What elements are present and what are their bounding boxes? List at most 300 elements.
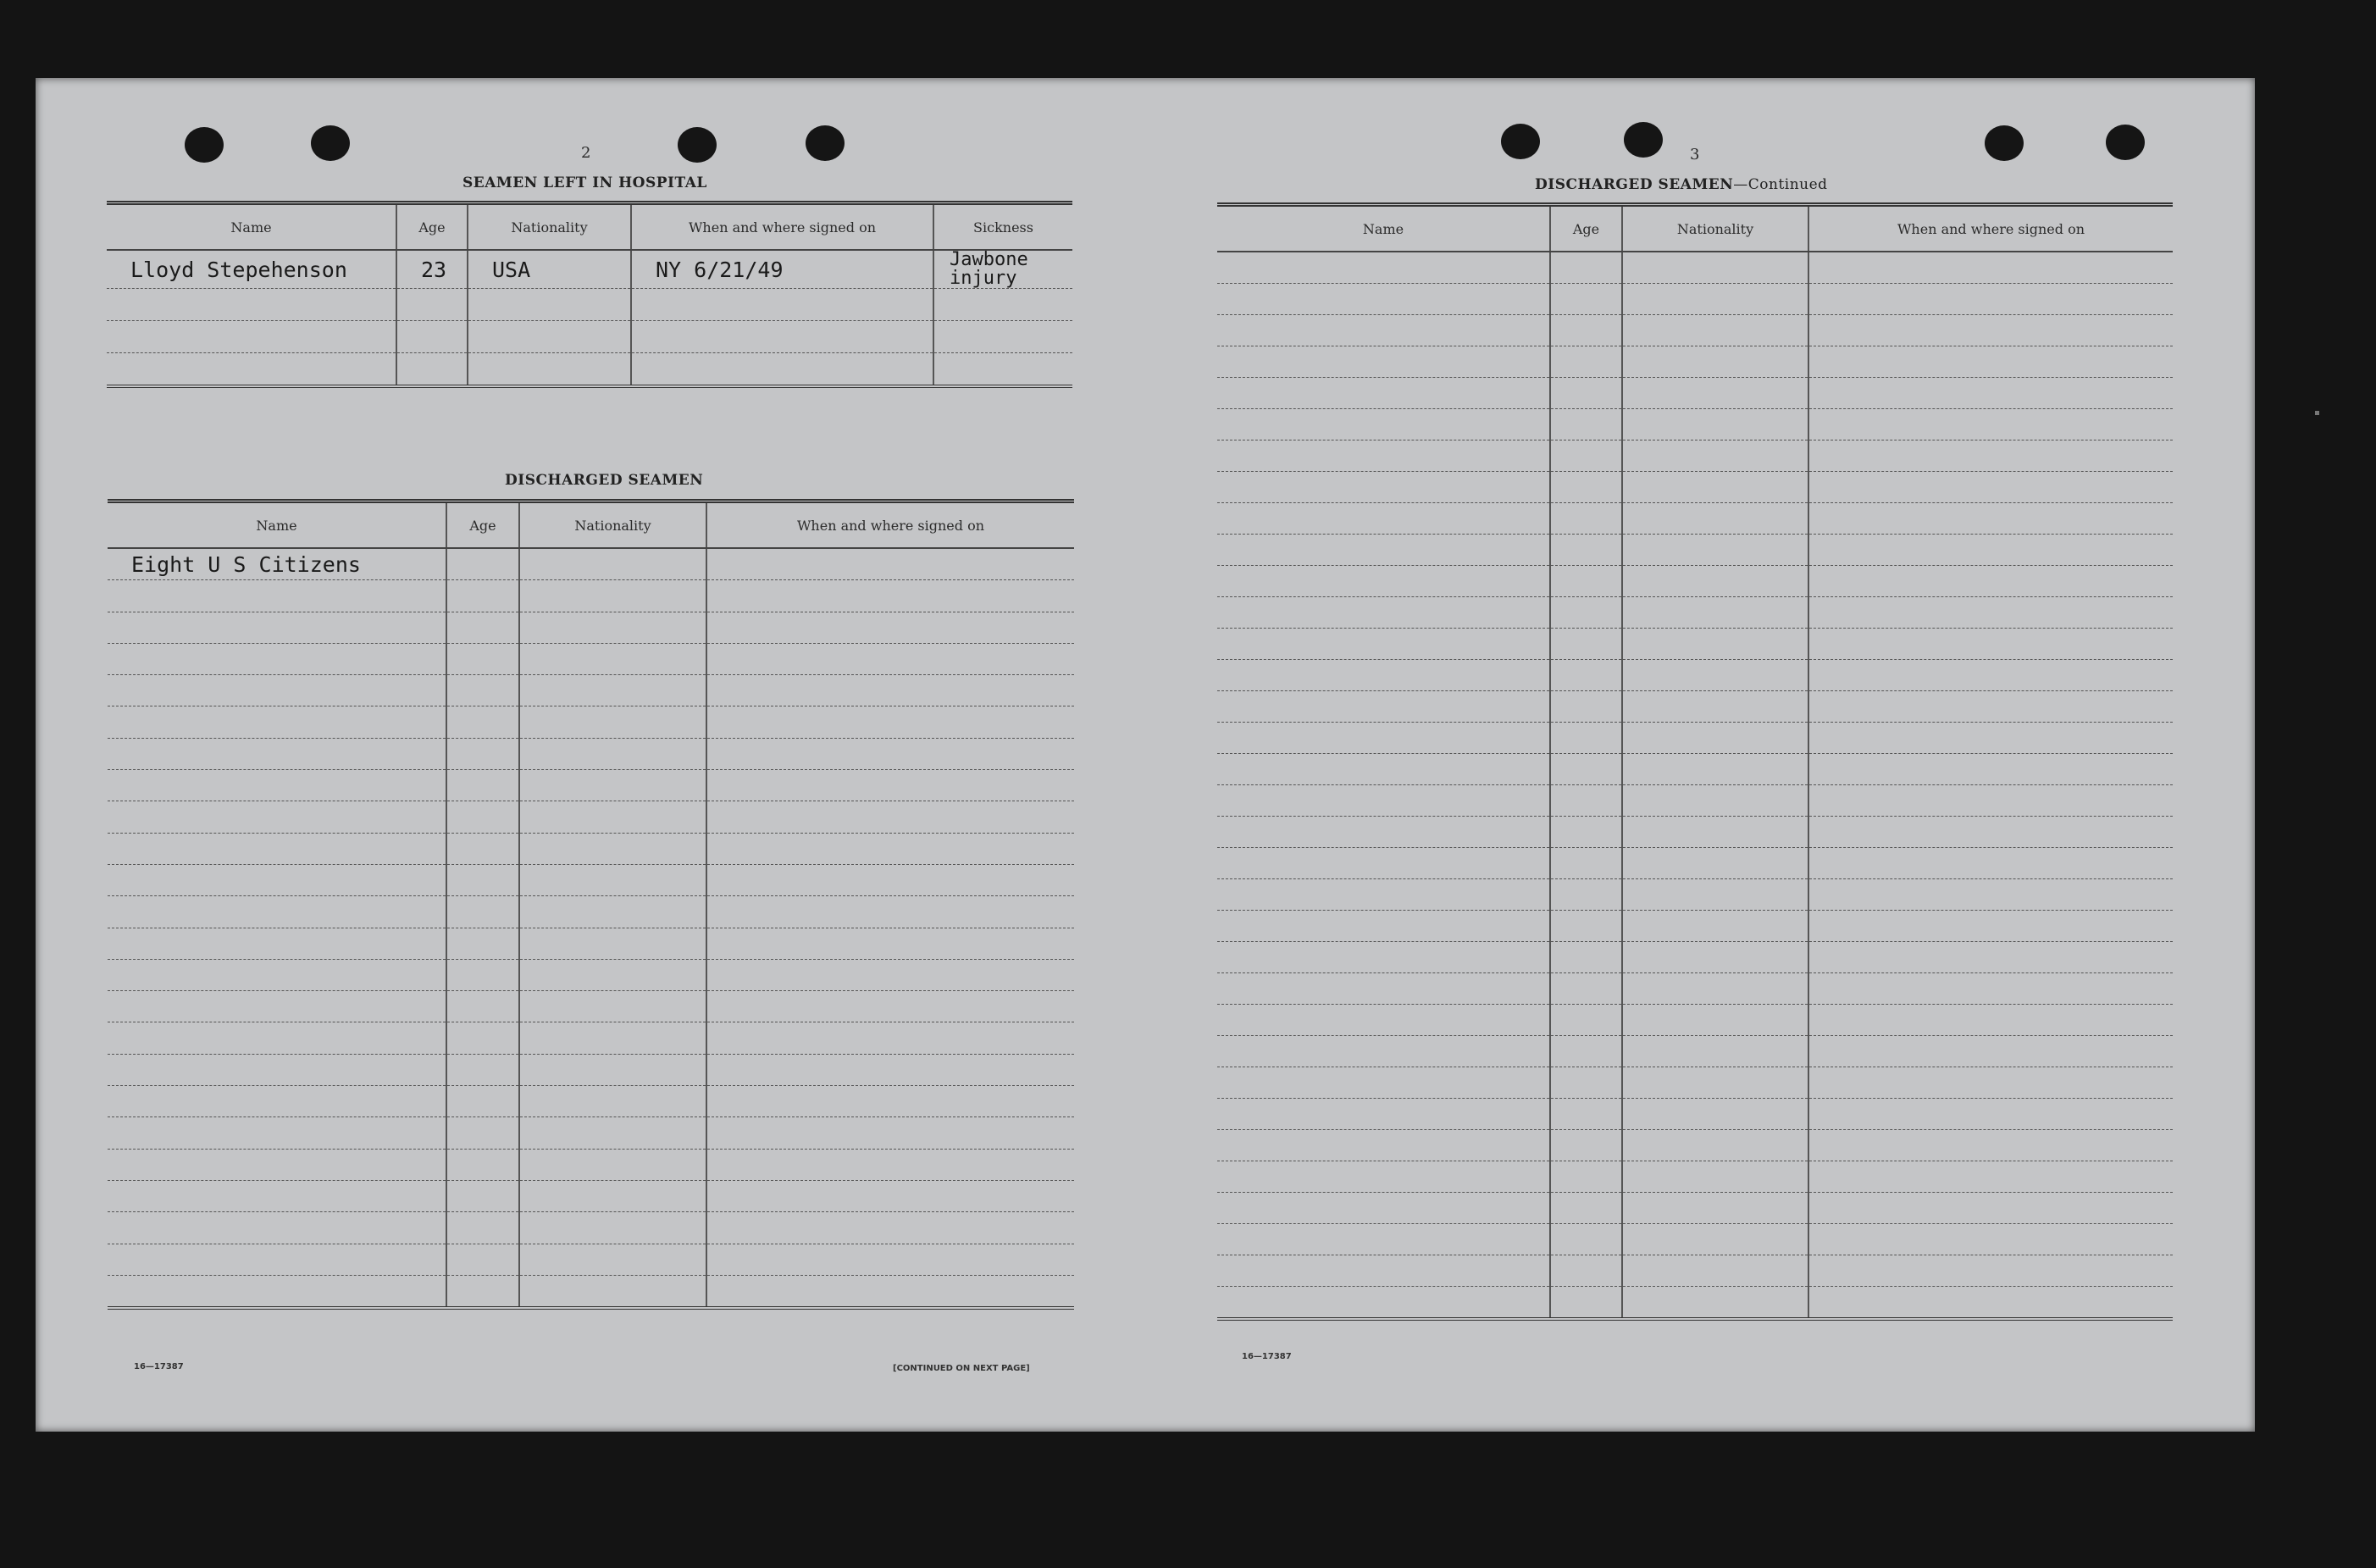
table-cell [446, 833, 519, 864]
table-cell [706, 738, 1074, 769]
table-cell [1622, 973, 1808, 1005]
table-row [1217, 1036, 2173, 1067]
table-cell [1622, 252, 1808, 284]
table-cell [706, 706, 1074, 738]
table-cell [1550, 942, 1622, 973]
table-cell [446, 1212, 519, 1244]
table-cell [446, 896, 519, 928]
scan-mark [2315, 411, 2319, 415]
table-cell [519, 833, 706, 864]
table-cell [1808, 911, 2173, 942]
table-cell [706, 801, 1074, 833]
table-row [1217, 1224, 2173, 1255]
table-row [108, 1180, 1074, 1211]
table-cell [107, 353, 396, 387]
table-cell [1808, 378, 2173, 409]
table-cell [1217, 252, 1550, 284]
table-row [108, 1117, 1074, 1149]
table-cell: Eight U S Citizens [108, 548, 446, 580]
form-number-right: 16—17387 [1242, 1352, 1292, 1361]
table-row [108, 928, 1074, 959]
table-cell [1550, 472, 1622, 503]
table-cell [519, 1022, 706, 1054]
table-cell [706, 548, 1074, 580]
table-row [1217, 409, 2173, 440]
punch-hole [311, 125, 350, 161]
table-row [1217, 378, 2173, 409]
table-cell [1217, 660, 1550, 691]
table-cell [1622, 1099, 1808, 1130]
table-cell [1808, 409, 2173, 440]
table-cell [519, 1275, 706, 1308]
table-cell [108, 1022, 446, 1054]
table-cell [1622, 378, 1808, 409]
table-cell [1622, 440, 1808, 472]
table-row [108, 643, 1074, 674]
table-cell [1217, 629, 1550, 660]
table-cell [706, 1086, 1074, 1117]
table-cell [1622, 597, 1808, 629]
table-row [1217, 1130, 2173, 1161]
table-cell [446, 1054, 519, 1085]
column-header: Sickness [933, 203, 1072, 251]
table-cell [1808, 1224, 2173, 1255]
table-cell [1808, 691, 2173, 723]
table-row [108, 580, 1074, 612]
table-row [1217, 942, 2173, 973]
table-row [108, 801, 1074, 833]
table-cell [519, 928, 706, 959]
table-cell [108, 706, 446, 738]
table-cell [1550, 1287, 1622, 1320]
table-cell [519, 1054, 706, 1085]
table-cell [519, 959, 706, 990]
table-cell [1622, 879, 1808, 911]
table-row [1217, 1067, 2173, 1099]
table-row [1217, 691, 2173, 723]
table-cell [108, 1275, 446, 1308]
table-cell [1622, 284, 1808, 315]
table-cell [107, 289, 396, 321]
table-row [107, 289, 1072, 321]
table-cell [631, 289, 933, 321]
column-header: Name [108, 501, 446, 549]
column-header: Name [107, 203, 396, 251]
table-row [108, 1054, 1074, 1085]
table-row [1217, 284, 2173, 315]
table-cell [1808, 660, 2173, 691]
table-cell [1808, 472, 2173, 503]
table-row [108, 675, 1074, 706]
table-cell [1550, 879, 1622, 911]
punch-hole [806, 125, 845, 161]
table-cell [1217, 785, 1550, 817]
table-cell [519, 1149, 706, 1180]
column-header: When and where signed on [1808, 205, 2173, 252]
table-cell [1550, 503, 1622, 535]
table-cell [1622, 472, 1808, 503]
table-cell [519, 1212, 706, 1244]
table-cell [1808, 1193, 2173, 1224]
table-cell [1217, 1130, 1550, 1161]
table-cell [1808, 503, 2173, 535]
table-cell [396, 289, 468, 321]
discharged-table [108, 499, 1074, 1310]
table-cell [1622, 346, 1808, 378]
table-row [108, 548, 1074, 580]
table-cell [108, 959, 446, 990]
table-cell [519, 1180, 706, 1211]
table-cell [706, 612, 1074, 643]
table-cell [108, 675, 446, 706]
table-row [1217, 879, 2173, 911]
table-row [1217, 817, 2173, 848]
table-cell [706, 928, 1074, 959]
page-number-left: 2 [581, 144, 591, 162]
table-cell [1217, 1255, 1550, 1287]
table-cell [1808, 1287, 2173, 1320]
punch-hole [1501, 124, 1540, 159]
table-row [1217, 629, 2173, 660]
table-cell [1550, 973, 1622, 1005]
table-cell [933, 353, 1072, 387]
table-row [1217, 597, 2173, 629]
punch-hole [185, 127, 224, 163]
table-cell [1808, 879, 2173, 911]
column-header: Age [396, 203, 468, 251]
table-cell [1217, 1005, 1550, 1036]
table-cell [933, 289, 1072, 321]
table-cell [706, 643, 1074, 674]
table-cell [933, 321, 1072, 353]
table-row [1217, 503, 2173, 535]
table-cell [706, 991, 1074, 1022]
table-cell [1217, 1224, 1550, 1255]
table-cell [468, 321, 631, 353]
table-cell [1808, 284, 2173, 315]
table-cell [1808, 597, 2173, 629]
table-cell [706, 1212, 1074, 1244]
table-cell [1550, 1224, 1622, 1255]
hospital-heading: SEAMEN LEFT IN HOSPITAL [462, 175, 707, 191]
table-cell [1622, 723, 1808, 754]
punch-hole [1624, 122, 1663, 158]
table-cell [519, 675, 706, 706]
table-cell [1808, 1130, 2173, 1161]
table-cell [446, 706, 519, 738]
table-cell [446, 548, 519, 580]
table-row [108, 896, 1074, 928]
table-cell: NY 6/21/49 [631, 250, 933, 289]
table-cell [1550, 691, 1622, 723]
table-cell [519, 991, 706, 1022]
table-cell [1622, 1224, 1808, 1255]
punch-hole [2106, 125, 2145, 160]
table-row [1217, 911, 2173, 942]
table-cell [108, 991, 446, 1022]
table-row [107, 321, 1072, 353]
table-row [107, 250, 1072, 289]
table-cell [1622, 1005, 1808, 1036]
table-row [1217, 785, 2173, 817]
table-cell [1808, 1036, 2173, 1067]
table-row [1217, 848, 2173, 879]
table-cell [1550, 1005, 1622, 1036]
table-cell [108, 612, 446, 643]
table-cell [1217, 817, 1550, 848]
table-cell [1217, 1193, 1550, 1224]
column-header: When and where signed on [706, 501, 1074, 549]
table-cell [706, 1244, 1074, 1275]
punch-hole [678, 127, 717, 163]
table-cell [1622, 942, 1808, 973]
table-row [1217, 1255, 2173, 1287]
table-cell [706, 675, 1074, 706]
table-cell [1217, 1036, 1550, 1067]
table-cell [1217, 723, 1550, 754]
table-cell [631, 353, 933, 387]
table-row [108, 833, 1074, 864]
table-cell [706, 1275, 1074, 1308]
table-row [108, 1212, 1074, 1244]
table-cell [1550, 566, 1622, 597]
table-cell: Jawbone injury [933, 250, 1072, 289]
table-cell [1217, 378, 1550, 409]
table-cell [1550, 723, 1622, 754]
table-row [1217, 535, 2173, 566]
table-cell [519, 770, 706, 801]
table-cell [1217, 848, 1550, 879]
table-cell [446, 738, 519, 769]
table-row [1217, 440, 2173, 472]
hospital-table-header [107, 203, 1072, 251]
table-cell [446, 1086, 519, 1117]
table-cell [1808, 629, 2173, 660]
table-cell [108, 833, 446, 864]
table-cell [108, 1244, 446, 1275]
table-cell [1550, 1161, 1622, 1193]
table-cell [108, 738, 446, 769]
hospital-table [107, 201, 1072, 388]
table-cell [1808, 848, 2173, 879]
table-row [108, 738, 1074, 769]
table-cell [1622, 409, 1808, 440]
table-cell [1217, 440, 1550, 472]
table-cell [108, 1149, 446, 1180]
table-cell [446, 1275, 519, 1308]
table-cell [706, 1022, 1074, 1054]
table-cell [1550, 848, 1622, 879]
table-cell [1622, 817, 1808, 848]
table-row [1217, 252, 2173, 284]
table-cell [1622, 911, 1808, 942]
table-cell [706, 833, 1074, 864]
column-header: Nationality [519, 501, 706, 549]
table-cell [519, 1244, 706, 1275]
table-cell [1550, 1193, 1622, 1224]
table-cell [519, 801, 706, 833]
table-cell [706, 1054, 1074, 1085]
table-row [108, 612, 1074, 643]
table-cell [1217, 284, 1550, 315]
column-header: Age [446, 501, 519, 549]
table-cell [519, 864, 706, 895]
table-cell [1808, 1067, 2173, 1099]
form-sheet [36, 78, 2255, 1432]
table-row [108, 1149, 1074, 1180]
table-row [1217, 1099, 2173, 1130]
table-cell [108, 896, 446, 928]
table-cell [1808, 723, 2173, 754]
table-cell [1622, 754, 1808, 785]
table-cell [446, 643, 519, 674]
table-cell [1217, 1099, 1550, 1130]
table-row [108, 706, 1074, 738]
continued-table [1217, 202, 2173, 1321]
table-cell [706, 770, 1074, 801]
table-cell [706, 959, 1074, 990]
table-cell [519, 896, 706, 928]
table-row [108, 1086, 1074, 1117]
table-cell [706, 580, 1074, 612]
table-row [1217, 973, 2173, 1005]
table-cell [1622, 1255, 1808, 1287]
table-cell [1217, 409, 1550, 440]
table-cell [1622, 1193, 1808, 1224]
table-cell [1808, 315, 2173, 346]
table-cell [1217, 754, 1550, 785]
table-cell [1622, 1287, 1808, 1320]
table-cell [446, 1244, 519, 1275]
table-cell [1550, 1067, 1622, 1099]
table-row [108, 1244, 1074, 1275]
table-cell [519, 706, 706, 738]
table-cell [1622, 660, 1808, 691]
table-cell [1622, 315, 1808, 346]
table-cell [1808, 817, 2173, 848]
table-cell [519, 643, 706, 674]
table-cell [1217, 315, 1550, 346]
table-cell [519, 1117, 706, 1149]
table-cell [1808, 1005, 2173, 1036]
continued-note: [CONTINUED ON NEXT PAGE] [893, 1364, 1030, 1373]
table-cell [1622, 1036, 1808, 1067]
table-cell [1808, 1255, 2173, 1287]
table-cell [1622, 566, 1808, 597]
table-cell [706, 864, 1074, 895]
table-cell [468, 289, 631, 321]
table-cell [1217, 691, 1550, 723]
table-cell [1217, 879, 1550, 911]
table-row [1217, 660, 2173, 691]
table-cell [108, 928, 446, 959]
table-cell [706, 1117, 1074, 1149]
discharged-heading: DISCHARGED SEAMEN [505, 472, 704, 489]
column-header: Age [1550, 205, 1622, 252]
table-cell [108, 770, 446, 801]
table-cell [1622, 1067, 1808, 1099]
table-cell [1217, 942, 1550, 973]
table-cell [1808, 252, 2173, 284]
table-row [1217, 566, 2173, 597]
table-cell [108, 1054, 446, 1085]
table-row [1217, 1287, 2173, 1320]
table-cell [1217, 472, 1550, 503]
table-row [107, 353, 1072, 387]
table-row [108, 864, 1074, 895]
table-cell [1550, 785, 1622, 817]
table-cell [1217, 911, 1550, 942]
table-row [108, 1022, 1074, 1054]
table-cell [1550, 1130, 1622, 1161]
table-cell [1217, 346, 1550, 378]
table-cell [1622, 785, 1808, 817]
table-cell [1550, 660, 1622, 691]
table-cell [1808, 1099, 2173, 1130]
table-cell [108, 801, 446, 833]
table-row [108, 991, 1074, 1022]
page-number-right: 3 [1690, 146, 1700, 163]
continued-table-header [1217, 205, 2173, 252]
table-cell [1808, 566, 2173, 597]
table-cell [1808, 785, 2173, 817]
table-cell [1808, 1161, 2173, 1193]
table-cell [1217, 503, 1550, 535]
table-cell [1808, 440, 2173, 472]
table-cell [1550, 346, 1622, 378]
table-cell [706, 1180, 1074, 1211]
table-cell [1808, 942, 2173, 973]
table-cell [468, 353, 631, 387]
table-cell [108, 580, 446, 612]
table-cell [1550, 911, 1622, 942]
table-cell [1622, 691, 1808, 723]
table-row [1217, 754, 2173, 785]
table-cell [1550, 284, 1622, 315]
table-cell [446, 770, 519, 801]
table-cell [1550, 315, 1622, 346]
table-row [1217, 346, 2173, 378]
table-cell [446, 864, 519, 895]
table-row [108, 1275, 1074, 1308]
table-cell [1550, 817, 1622, 848]
table-row [1217, 1193, 2173, 1224]
table-cell [1808, 754, 2173, 785]
table-cell [1808, 535, 2173, 566]
table-cell [446, 580, 519, 612]
table-cell [1550, 1255, 1622, 1287]
punch-hole [1985, 125, 2024, 161]
table-cell [519, 548, 706, 580]
table-cell: Lloyd Stepehenson [107, 250, 396, 289]
table-cell [1622, 629, 1808, 660]
continued-heading-suffix: —Continued [1733, 176, 1828, 193]
table-cell [519, 738, 706, 769]
table-cell [519, 580, 706, 612]
table-cell [1550, 597, 1622, 629]
table-cell [1217, 1067, 1550, 1099]
column-header: Nationality [1622, 205, 1808, 252]
table-cell [519, 1086, 706, 1117]
table-cell [446, 959, 519, 990]
table-cell [108, 643, 446, 674]
table-cell [108, 1180, 446, 1211]
table-cell [108, 1117, 446, 1149]
table-cell [1622, 1161, 1808, 1193]
table-cell [1550, 252, 1622, 284]
table-cell [1550, 1099, 1622, 1130]
column-header: When and where signed on [631, 203, 933, 251]
